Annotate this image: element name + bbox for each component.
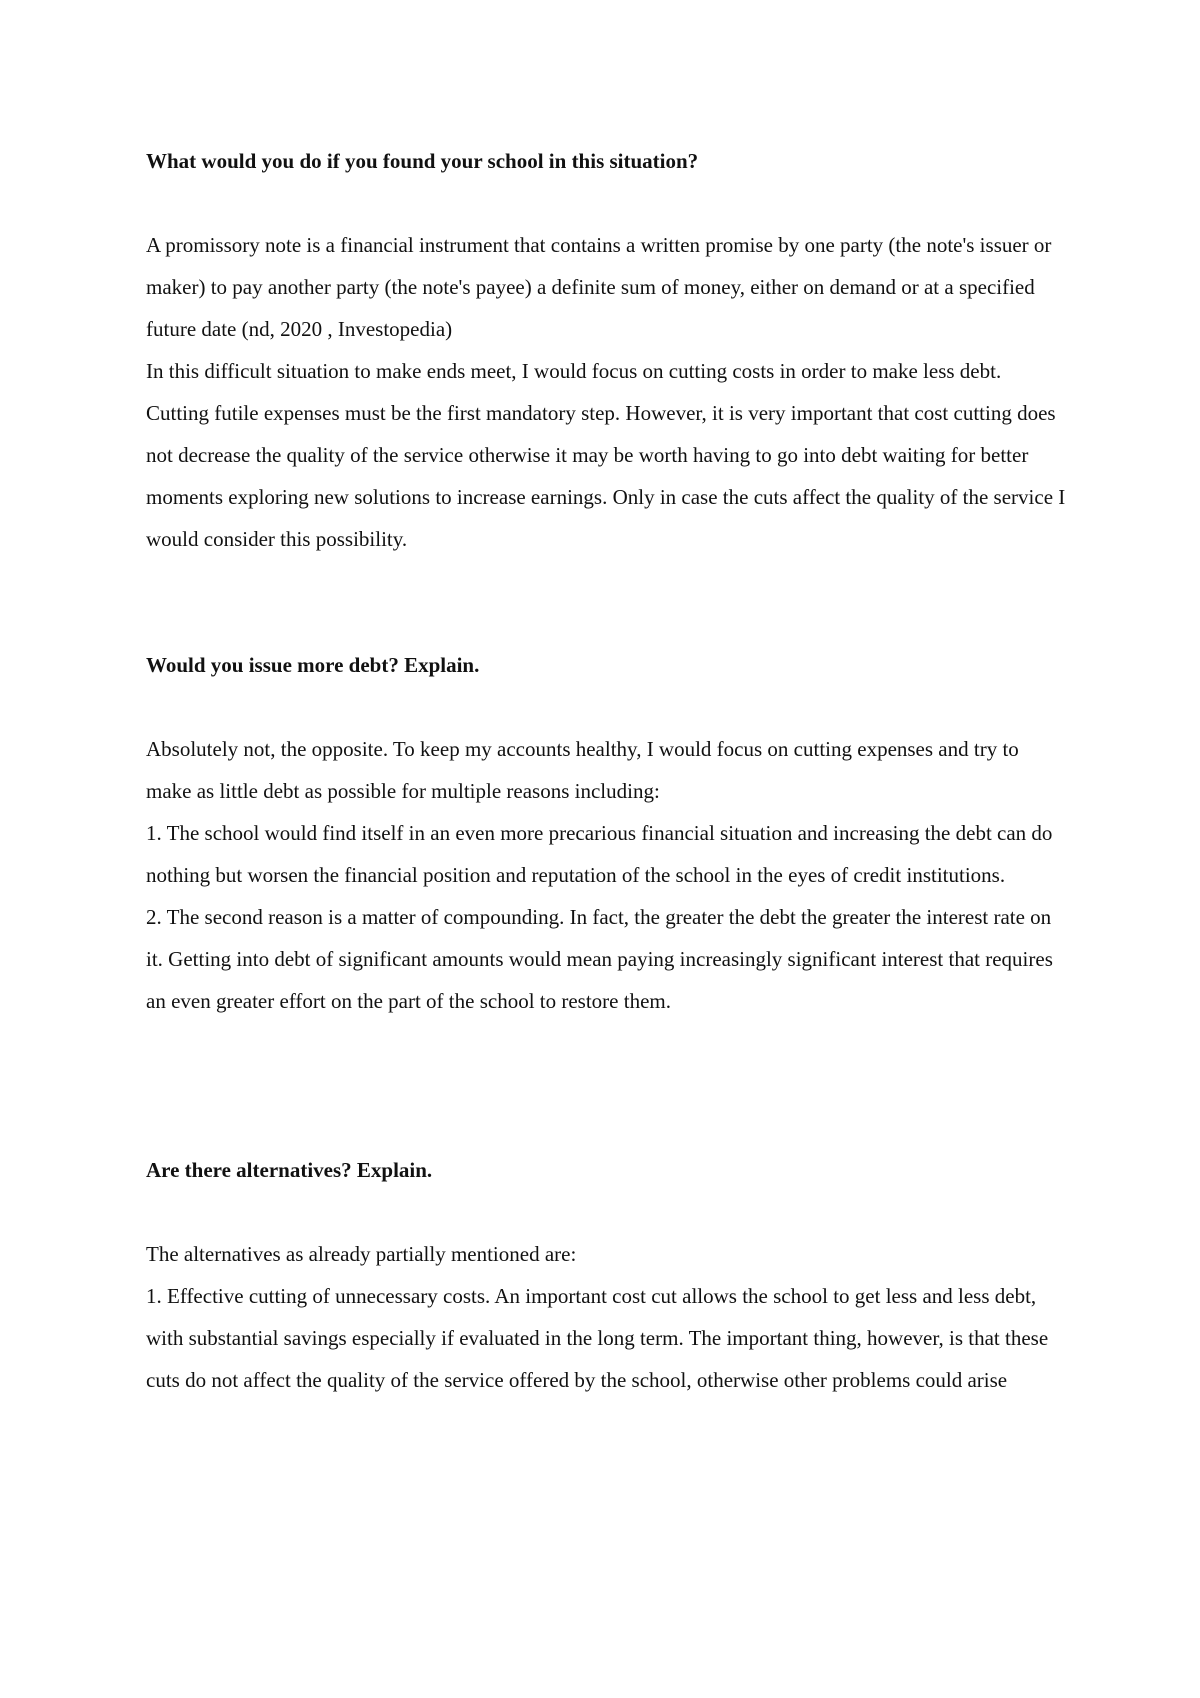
document-body [146,140,1066,1401]
paragraph: In this difficult situation to make ends meet, I would focus on cutting costs in order to make less debt. Cutting futile expenses must be the first mandatory step. However, it is very important that cost cutting does not decrease the quality of the service otherwise it may be worth having to go into debt waiting for better moments exploring new solutions to increase earnings. Only in case the cuts affect the quality of the service I would consider this possibility. [146,359,1066,551]
spacer [146,1022,1066,1149]
spacer [146,560,1066,644]
spacer [146,1191,1066,1233]
list-item: 1. The school would find itself in an even more precarious financial situation and increasing the debt can do nothing but worsen the financial position and reputation of the school in the eyes of credit institutions. [146,821,1053,887]
section-heading-situation: What would you do if you found your school in this situation? [146,149,699,173]
spacer [146,686,1066,728]
paragraph: A promissory note is a financial instrument that contains a written promise by one party (the note's issuer or maker) to pay another party (the note's payee) a definite sum of money, either on demand or at a specified future date (nd, 2020 , Investopedia) [146,233,1052,341]
section-heading-debt: Would you issue more debt? Explain. [146,653,480,677]
spacer [146,182,1066,224]
list-item: 2. The second reason is a matter of compounding. In fact, the greater the debt the greater the interest rate on it. Getting into debt of significant amounts would mean paying increasingly significant interest that requires an even greater effort on the part of the school to restore them. [146,905,1053,1013]
section-heading-alternatives: Are there alternatives? Explain. [146,1158,433,1182]
list-item: 1. Effective cutting of unnecessary costs. An important cost cut allows the school to get less and less debt, with substantial savings especially if evaluated in the long term. The important thing, however, is that these cuts do not affect the quality of the service offered by the school, otherwise other problems could arise [146,1284,1049,1392]
paragraph: The alternatives as already partially mentioned are: [146,1242,577,1266]
paragraph: Absolutely not, the opposite. To keep my accounts healthy, I would focus on cutting expenses and try to make as little debt as possible for multiple reasons including: [146,737,1019,803]
